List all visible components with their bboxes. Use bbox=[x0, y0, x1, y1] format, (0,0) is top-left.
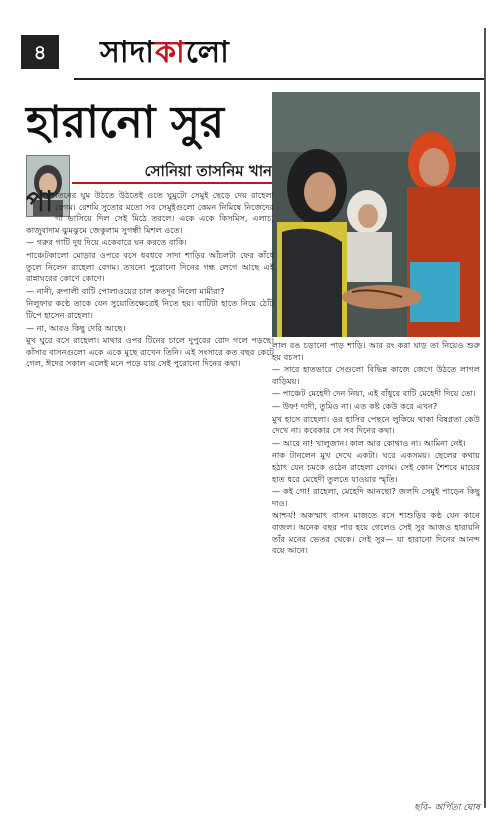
paragraph: ছেলের কথায় হঠাৎ যেন চমকে ওঠেন রাহেলা বেগম। সেই কোন শৈশবে মায়ের হাত ধরে মেহেদী তুলতে যাওয়ার স্মৃতি। bbox=[272, 450, 481, 484]
dialogue-line: — সারে হাতভারে সেগুলো বিভিন্ন কাজে জেগে উঠতে লাগল বাড়িময়। bbox=[272, 364, 480, 386]
header-rule bbox=[74, 78, 484, 80]
dialogue-line: — পাঞ্চেট মেহেদী দেন নিয়া, এই বাঁধুরে বাটি মেহেদী দিয়ে তো। bbox=[272, 388, 476, 399]
page-border bbox=[484, 28, 486, 808]
dialogue-line: — আরে না! খালুজান। কাল আর কোথাও না। আমিনা নেই। bbox=[272, 437, 466, 448]
dialogue-line: — উফ! দাদী, তুমিও না। এত কষ্ট কেউ করে এখন? bbox=[272, 400, 438, 411]
dialogue-line: — না, আরও কিছু দেরি আছে। bbox=[26, 322, 126, 333]
paragraph: আশ্চর্য! অকস্মাৎ বাসন মাজতে বসে শাশুড়ির কণ্ঠ যেন কানে বাজল। অনেক বছর পার হয়ে গেলেও সেই সুর আজও হারায়নি তাঁর মনের ভেতর থেকে। সেই সুর— যা হারানো দিনের আনন্দ বয়ে আনে। bbox=[272, 510, 480, 556]
brand-part2: কা bbox=[154, 35, 186, 70]
byline-rule bbox=[72, 182, 272, 184]
article-headline: হারানো সুর bbox=[26, 97, 225, 148]
drop-cap: পা bbox=[26, 185, 54, 218]
brand-logo bbox=[100, 28, 230, 74]
paragraph: মুখ ঘুরে বসে রাহেলা। মাথার ওপর টিনের চালে দুপুরের রোদ গলে পড়ছে। কাঁসার বাসনগুলো একে একে মুছে রাখেন তিনি। এই সংসারে কত বছর কেটে গেল, ঈদের সকাল এলেই মনে পড়ে যায় সেই পুরোনো দিনের কথা। bbox=[26, 335, 274, 369]
paragraph: নাক টানলেন মুখ দেখে একটা। ঘরে একসময়। bbox=[272, 450, 431, 461]
dialogue-line: — কই গো! রাহেলা, মেহেদি আনছো? জলদি সেমুই পাড়েন কিছু দাও। bbox=[272, 486, 480, 508]
paragraph: মুখ হাসে রাহেলা। ওর হাসির পেছনে লুকিয়ে থাকা বিষণ্ণতা কেউ দেখে না। কবেকার সে সব দিনের কথা। bbox=[272, 413, 480, 436]
paragraph: তিনের ঘুম উঠতে উঠতেই ওতে ঘুমুটো সেমুই ছেড়ে দেয় রাহেলা বেগম। রেশমি সুতোর মতো সব সেমুইগুলো কেমন নিমিষে নিজেদের গা ভাসিয়ে দিল সেই মিঠে তরলে। একে একে কিসমিস, এলাচ, কাজুবাদাম ঝুমঝুমে জেকুলাম সুগন্ধী মিশল ওতে। bbox=[26, 190, 274, 235]
brand-part1: সাদা bbox=[100, 35, 155, 70]
paragraph: পাঞ্চেটকালো মোড়ার ওপরে বসে ধবধবে সাদা শাড়ির আঁচলটা ফের কাঁধে তুলে নিলেন রাহেলা বেগম। তখনো পুরোনো দিনের গন্ধ লেগে আছে এই রান্নাঘরের কোণে কোণে। bbox=[26, 249, 274, 284]
author-byline: সোনিয়া তাসনিম খান bbox=[144, 162, 272, 180]
mehendi-illustration-icon bbox=[272, 92, 480, 337]
article-photo bbox=[272, 92, 480, 337]
paragraph: লাল রঙ চড়ানো পাড় শাড়ি। আর রং করা ঘাড় তা নিয়েও শুরু হয় বচসা। bbox=[272, 340, 480, 362]
photo-credit: ছবি– অর্পিতা ঘোষ bbox=[414, 803, 480, 813]
brand-part3: লো bbox=[185, 35, 230, 70]
dialogue-line: — গরুর গাটি দুধ দিয়ে একেবারে ঘন করতে বাকি। bbox=[26, 237, 187, 248]
article-column-2 bbox=[272, 340, 480, 557]
dialogue-line: — নানী, রুপালী বাটি পোলাওয়ের চাল কতদূর নিলো মামীরা? bbox=[26, 285, 225, 296]
article-column-1 bbox=[26, 185, 274, 370]
page-number: ৪ bbox=[21, 35, 59, 69]
paragraph: নিলুফার কণ্ঠে তাকে যেন সুয়োতিক্ষেত্রেই নিতে হয়। বাটিটা হাতে নিয়ে ঠোঁট টিপে হাসেন রাহেলা। bbox=[26, 298, 274, 320]
